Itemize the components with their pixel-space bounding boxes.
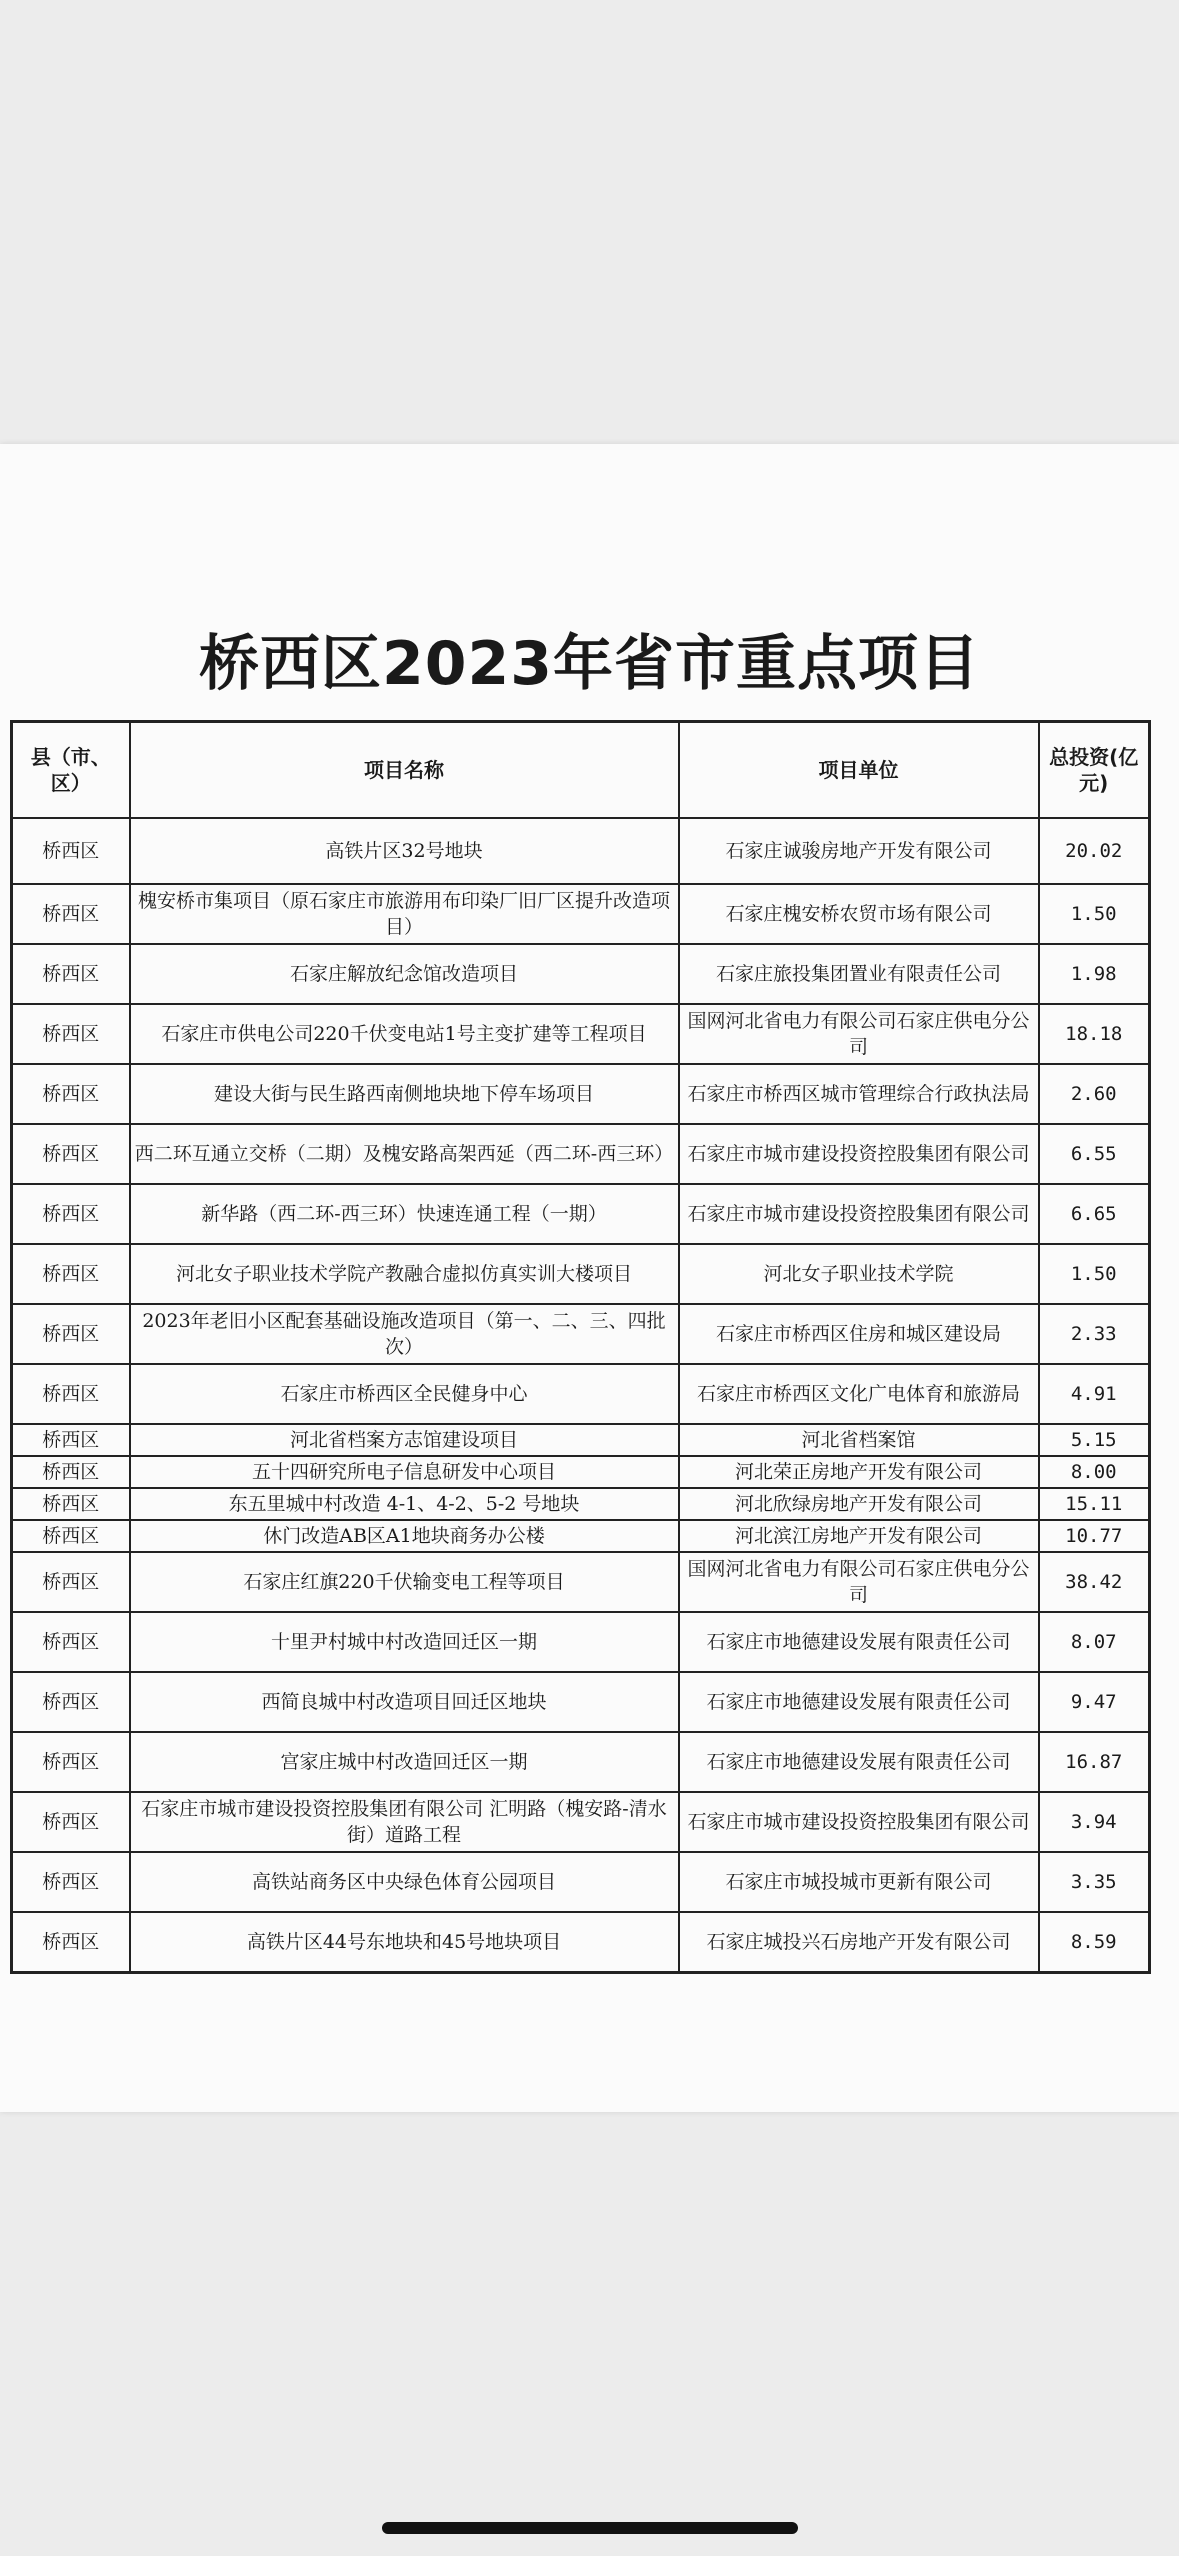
cell-investment: 2.60 xyxy=(1039,1064,1150,1124)
cell-project-name: 石家庄红旗220千伏输变电工程等项目 xyxy=(130,1552,679,1612)
cell-county: 桥西区 xyxy=(12,1852,130,1912)
cell-investment: 16.87 xyxy=(1039,1732,1150,1792)
table-row xyxy=(12,1792,1150,1852)
cell-project-name: 五十四研究所电子信息研发中心项目 xyxy=(130,1456,679,1488)
cell-investment: 8.00 xyxy=(1039,1456,1150,1488)
cell-investment: 4.91 xyxy=(1039,1364,1150,1424)
cell-project-name: 2023年老旧小区配套基础设施改造项目（第一、二、三、四批次） xyxy=(130,1304,679,1364)
cell-project-name: 高铁片区32号地块 xyxy=(130,818,679,884)
cell-project-unit: 石家庄市桥西区住房和城区建设局 xyxy=(679,1304,1039,1364)
cell-investment: 2.33 xyxy=(1039,1304,1150,1364)
cell-investment: 6.55 xyxy=(1039,1124,1150,1184)
cell-project-unit: 国网河北省电力有限公司石家庄供电分公司 xyxy=(679,1004,1039,1064)
table-row xyxy=(12,1184,1150,1244)
cell-county: 桥西区 xyxy=(12,1912,130,1973)
cell-investment: 3.94 xyxy=(1039,1792,1150,1852)
cell-investment: 18.18 xyxy=(1039,1004,1150,1064)
cell-county: 桥西区 xyxy=(12,1064,130,1124)
cell-project-name: 休门改造AB区A1地块商务办公楼 xyxy=(130,1520,679,1552)
cell-project-unit: 石家庄市城市建设投资控股集团有限公司 xyxy=(679,1792,1039,1852)
cell-project-unit: 河北女子职业技术学院 xyxy=(679,1244,1039,1304)
cell-project-unit: 石家庄市地德建设发展有限责任公司 xyxy=(679,1672,1039,1732)
header-investment: 总投资(亿元) xyxy=(1039,722,1150,819)
cell-project-unit: 石家庄市桥西区城市管理综合行政执法局 xyxy=(679,1064,1039,1124)
cell-project-name: 新华路（西二环-西三环）快速连通工程（一期） xyxy=(130,1184,679,1244)
cell-project-unit: 石家庄市城市建设投资控股集团有限公司 xyxy=(679,1124,1039,1184)
table-row xyxy=(12,1672,1150,1732)
cell-project-name: 西简良城中村改造项目回迁区地块 xyxy=(130,1672,679,1732)
cell-project-unit: 国网河北省电力有限公司石家庄供电分公司 xyxy=(679,1552,1039,1612)
table-row xyxy=(12,944,1150,1004)
table-row xyxy=(12,1520,1150,1552)
cell-county: 桥西区 xyxy=(12,1612,130,1672)
table-row xyxy=(12,1304,1150,1364)
table-row xyxy=(12,1488,1150,1520)
home-indicator-bar[interactable] xyxy=(382,2522,798,2534)
cell-county: 桥西区 xyxy=(12,1732,130,1792)
cell-investment: 1.50 xyxy=(1039,1244,1150,1304)
cell-project-unit: 河北欣绿房地产开发有限公司 xyxy=(679,1488,1039,1520)
cell-investment: 8.59 xyxy=(1039,1912,1150,1973)
table-row xyxy=(12,1364,1150,1424)
cell-investment: 3.35 xyxy=(1039,1852,1150,1912)
cell-investment: 15.11 xyxy=(1039,1488,1150,1520)
cell-project-name: 河北省档案方志馆建设项目 xyxy=(130,1424,679,1456)
cell-project-name: 河北女子职业技术学院产教融合虚拟仿真实训大楼项目 xyxy=(130,1244,679,1304)
table-row xyxy=(12,1064,1150,1124)
cell-project-unit: 河北滨江房地产开发有限公司 xyxy=(679,1520,1039,1552)
cell-county: 桥西区 xyxy=(12,1520,130,1552)
header-project-name: 项目名称 xyxy=(130,722,679,819)
cell-investment: 9.47 xyxy=(1039,1672,1150,1732)
table-row xyxy=(12,1124,1150,1184)
table-row xyxy=(12,1456,1150,1488)
cell-project-name: 石家庄市桥西区全民健身中心 xyxy=(130,1364,679,1424)
cell-project-name: 高铁站商务区中央绿色体育公园项目 xyxy=(130,1852,679,1912)
projects-table xyxy=(10,720,1151,1974)
cell-county: 桥西区 xyxy=(12,1792,130,1852)
table-row xyxy=(12,1004,1150,1064)
cell-project-unit: 石家庄旅投集团置业有限责任公司 xyxy=(679,944,1039,1004)
cell-project-unit: 石家庄市城市建设投资控股集团有限公司 xyxy=(679,1184,1039,1244)
table-header-row xyxy=(12,722,1150,819)
cell-county: 桥西区 xyxy=(12,1244,130,1304)
cell-project-name: 东五里城中村改造 4-1、4-2、5-2 号地块 xyxy=(130,1488,679,1520)
cell-project-unit: 石家庄槐安桥农贸市场有限公司 xyxy=(679,884,1039,944)
projects-table-container xyxy=(10,720,1148,1974)
header-county: 县（市、区） xyxy=(12,722,130,819)
cell-county: 桥西区 xyxy=(12,1184,130,1244)
cell-county: 桥西区 xyxy=(12,1488,130,1520)
cell-project-name: 槐安桥市集项目（原石家庄市旅游用布印染厂旧厂区提升改造项目） xyxy=(130,884,679,944)
cell-project-unit: 石家庄市地德建设发展有限责任公司 xyxy=(679,1612,1039,1672)
table-row xyxy=(12,1424,1150,1456)
cell-project-name: 西二环互通立交桥（二期）及槐安路高架西延（西二环-西三环） xyxy=(130,1124,679,1184)
table-row xyxy=(12,884,1150,944)
table-row xyxy=(12,1244,1150,1304)
document-title: 桥西区2023年省市重点项目 xyxy=(199,629,980,699)
table-row xyxy=(12,1912,1150,1973)
cell-county: 桥西区 xyxy=(12,1424,130,1456)
cell-investment: 10.77 xyxy=(1039,1520,1150,1552)
table-row xyxy=(12,818,1150,884)
cell-county: 桥西区 xyxy=(12,884,130,944)
cell-project-name: 十里尹村城中村改造回迁区一期 xyxy=(130,1612,679,1672)
cell-county: 桥西区 xyxy=(12,1456,130,1488)
cell-project-unit: 石家庄市地德建设发展有限责任公司 xyxy=(679,1732,1039,1792)
cell-project-name: 石家庄解放纪念馆改造项目 xyxy=(130,944,679,1004)
cell-project-unit: 河北荣正房地产开发有限公司 xyxy=(679,1456,1039,1488)
cell-project-name: 宫家庄城中村改造回迁区一期 xyxy=(130,1732,679,1792)
cell-project-name: 石家庄市供电公司220千伏变电站1号主变扩建等工程项目 xyxy=(130,1004,679,1064)
cell-investment: 1.98 xyxy=(1039,944,1150,1004)
cell-county: 桥西区 xyxy=(12,1364,130,1424)
cell-investment: 38.42 xyxy=(1039,1552,1150,1612)
cell-county: 桥西区 xyxy=(12,1552,130,1612)
cell-investment: 20.02 xyxy=(1039,818,1150,884)
table-row xyxy=(12,1732,1150,1792)
table-row xyxy=(12,1612,1150,1672)
cell-project-name: 建设大街与民生路西南侧地块地下停车场项目 xyxy=(130,1064,679,1124)
cell-investment: 6.65 xyxy=(1039,1184,1150,1244)
cell-project-unit: 石家庄市城投城市更新有限公司 xyxy=(679,1852,1039,1912)
cell-investment: 8.07 xyxy=(1039,1612,1150,1672)
cell-county: 桥西区 xyxy=(12,944,130,1004)
cell-project-name: 高铁片区44号东地块和45号地块项目 xyxy=(130,1912,679,1973)
table-row xyxy=(12,1852,1150,1912)
cell-investment: 5.15 xyxy=(1039,1424,1150,1456)
cell-county: 桥西区 xyxy=(12,1672,130,1732)
cell-project-name: 石家庄市城市建设投资控股集团有限公司 汇明路（槐安路-清水街）道路工程 xyxy=(130,1792,679,1852)
cell-project-unit: 石家庄诚骏房地产开发有限公司 xyxy=(679,818,1039,884)
header-project-unit: 项目单位 xyxy=(679,722,1039,819)
cell-project-unit: 河北省档案馆 xyxy=(679,1424,1039,1456)
cell-county: 桥西区 xyxy=(12,1004,130,1064)
cell-investment: 1.50 xyxy=(1039,884,1150,944)
cell-county: 桥西区 xyxy=(12,1124,130,1184)
table-row xyxy=(12,1552,1150,1612)
cell-project-unit: 石家庄市桥西区文化广电体育和旅游局 xyxy=(679,1364,1039,1424)
document-page xyxy=(0,444,1179,2112)
cell-project-unit: 石家庄城投兴石房地产开发有限公司 xyxy=(679,1912,1039,1973)
cell-county: 桥西区 xyxy=(12,1304,130,1364)
cell-county: 桥西区 xyxy=(12,818,130,884)
